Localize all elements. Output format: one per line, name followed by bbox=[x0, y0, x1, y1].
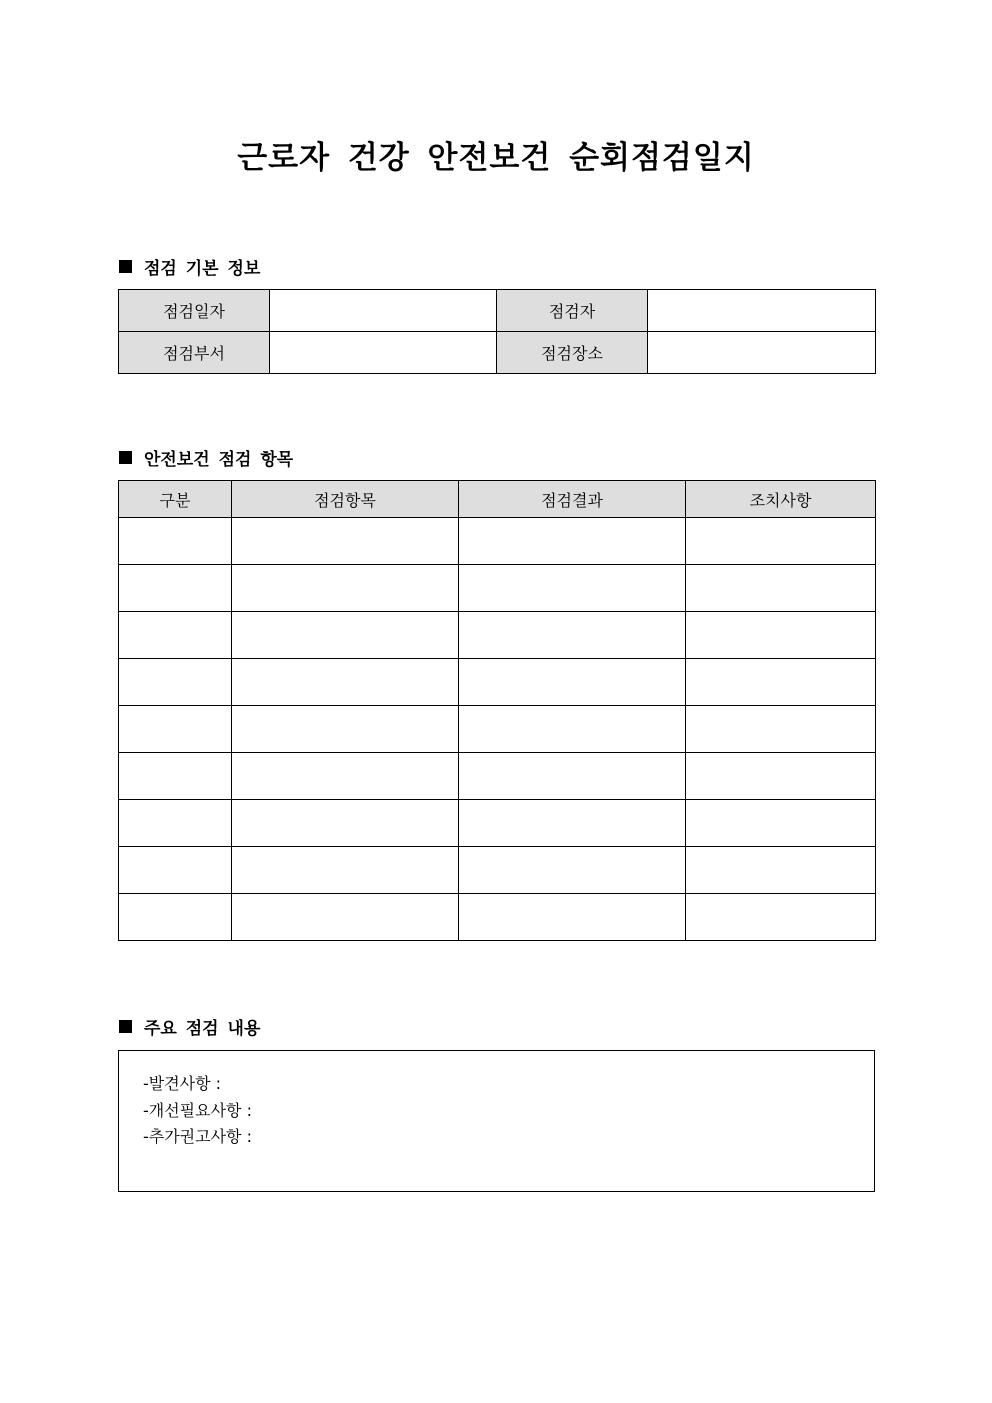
table-row bbox=[119, 612, 876, 659]
table-row bbox=[119, 290, 876, 332]
table-cell[interactable] bbox=[686, 659, 876, 706]
table-cell[interactable] bbox=[686, 565, 876, 612]
main-notes-box[interactable] bbox=[118, 1050, 875, 1192]
table-row bbox=[119, 847, 876, 894]
square-bullet-icon bbox=[119, 451, 132, 464]
table-cell[interactable] bbox=[232, 753, 459, 800]
date-label-cell: 점검일자 bbox=[119, 290, 270, 332]
column-header-result: 점검결과 bbox=[459, 481, 686, 518]
inspector-label-cell: 점검자 bbox=[497, 290, 648, 332]
table-row bbox=[119, 894, 876, 941]
section-heading-label: 주요 점검 내용 bbox=[144, 1019, 261, 1039]
table-cell[interactable] bbox=[686, 518, 876, 565]
table-cell[interactable] bbox=[686, 753, 876, 800]
column-header-action: 조치사항 bbox=[686, 481, 876, 518]
department-label-cell: 점검부서 bbox=[119, 332, 270, 374]
table-cell[interactable] bbox=[232, 894, 459, 941]
section-heading-checklist bbox=[119, 445, 293, 470]
table-row bbox=[119, 518, 876, 565]
table-cell[interactable] bbox=[119, 612, 232, 659]
table-cell[interactable] bbox=[459, 753, 686, 800]
section-heading-label: 안전보건 점검 항목 bbox=[144, 450, 294, 470]
inspector-value-cell[interactable] bbox=[648, 290, 876, 332]
square-bullet-icon bbox=[119, 1020, 132, 1033]
table-cell[interactable] bbox=[119, 800, 232, 847]
location-label-cell: 점검장소 bbox=[497, 332, 648, 374]
table-cell[interactable] bbox=[119, 753, 232, 800]
column-header-item: 점검항목 bbox=[232, 481, 459, 518]
note-line-findings: -발견사항 : bbox=[143, 1074, 222, 1093]
table-cell[interactable] bbox=[232, 800, 459, 847]
note-line-recommendations: -추가권고사항 : bbox=[143, 1127, 252, 1146]
table-cell[interactable] bbox=[232, 518, 459, 565]
table-cell[interactable] bbox=[459, 518, 686, 565]
document-title: 근로자 건강 안전보건 순회점검일지 bbox=[237, 140, 755, 176]
table-cell[interactable] bbox=[459, 565, 686, 612]
table-cell[interactable] bbox=[119, 659, 232, 706]
section-heading-main-notes bbox=[119, 1014, 260, 1039]
table-cell[interactable] bbox=[119, 518, 232, 565]
table-cell[interactable] bbox=[686, 612, 876, 659]
table-row bbox=[119, 753, 876, 800]
table-row bbox=[119, 800, 876, 847]
table-cell[interactable] bbox=[686, 706, 876, 753]
table-cell[interactable] bbox=[119, 706, 232, 753]
table-cell[interactable] bbox=[232, 612, 459, 659]
table-row bbox=[119, 659, 876, 706]
table-cell[interactable] bbox=[119, 565, 232, 612]
table-cell[interactable] bbox=[119, 894, 232, 941]
location-value-cell[interactable] bbox=[648, 332, 876, 374]
table-cell[interactable] bbox=[232, 659, 459, 706]
table-cell[interactable] bbox=[232, 706, 459, 753]
table-cell[interactable] bbox=[459, 706, 686, 753]
table-cell[interactable] bbox=[686, 800, 876, 847]
table-row bbox=[119, 565, 876, 612]
column-header-category: 구분 bbox=[119, 481, 232, 518]
section-heading-basic-info bbox=[119, 254, 260, 279]
table-cell[interactable] bbox=[459, 612, 686, 659]
table-cell[interactable] bbox=[459, 894, 686, 941]
table-header-row bbox=[119, 481, 876, 518]
note-line-improvements: -개선필요사항 : bbox=[143, 1100, 252, 1120]
department-value-cell[interactable] bbox=[270, 332, 497, 374]
table-cell[interactable] bbox=[232, 847, 459, 894]
table-cell[interactable] bbox=[459, 800, 686, 847]
table-cell[interactable] bbox=[232, 565, 459, 612]
table-cell[interactable] bbox=[119, 847, 232, 894]
basic-info-table bbox=[118, 289, 876, 374]
checklist-table bbox=[118, 480, 876, 941]
table-cell[interactable] bbox=[459, 847, 686, 894]
section-heading-label: 점검 기본 정보 bbox=[144, 259, 261, 279]
square-bullet-icon bbox=[119, 260, 132, 273]
table-row bbox=[119, 332, 876, 374]
table-row bbox=[119, 706, 876, 753]
table-cell[interactable] bbox=[686, 847, 876, 894]
date-value-cell[interactable] bbox=[270, 290, 497, 332]
table-cell[interactable] bbox=[686, 894, 876, 941]
table-cell[interactable] bbox=[459, 659, 686, 706]
